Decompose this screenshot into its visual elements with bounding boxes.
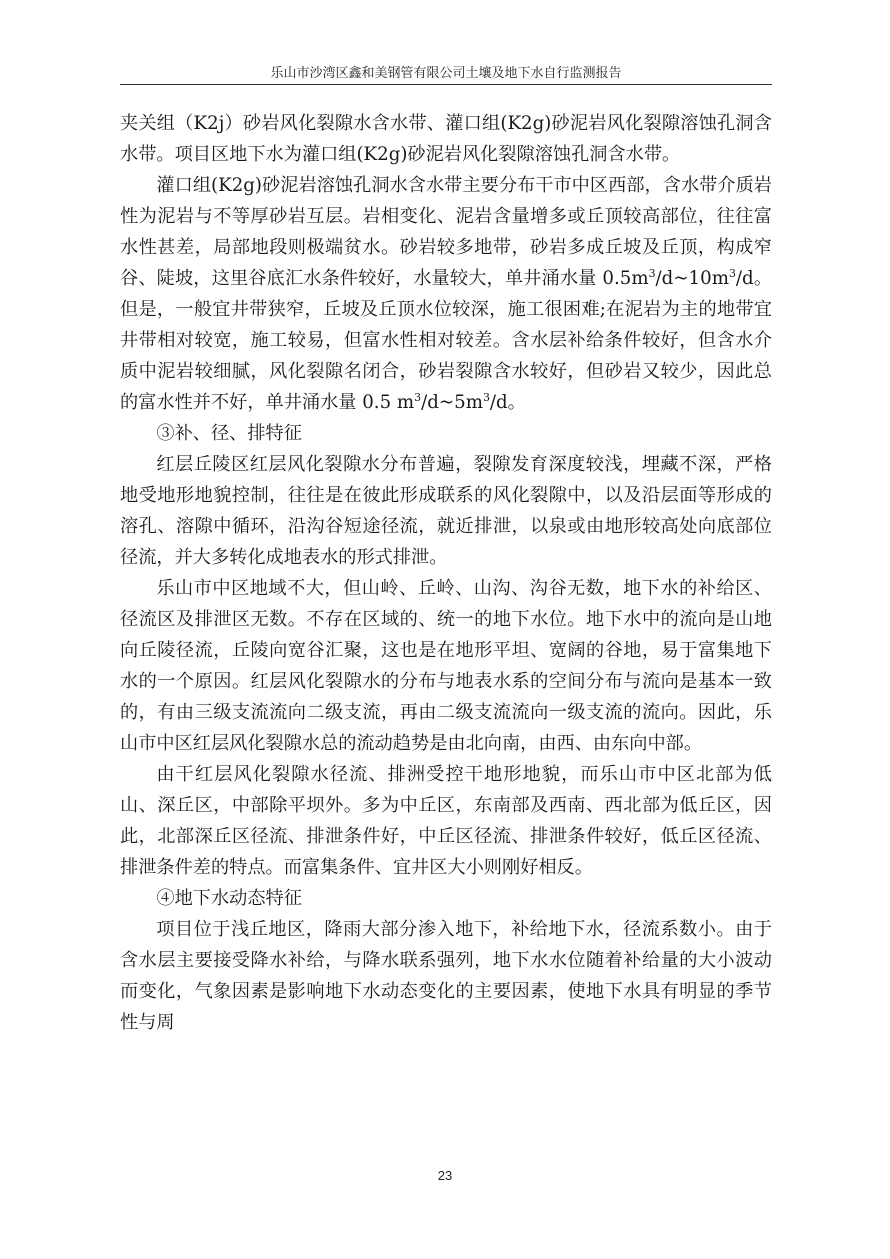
superscript: 3 <box>482 390 490 404</box>
section-heading: ④地下水动态特征 <box>156 888 302 909</box>
running-header: 乐山市沙湾区鑫和美钢管有限公司土壤及地下水自行监测报告 <box>270 66 622 81</box>
paragraph: 乐山市中区地域不大，但山岭、丘岭、山沟、沟谷无数，地下水的补给区、径流区及排泄区无数。不存在区域的、统一的地下水位。地下水中的流向是山地向丘陵径流，丘陵向宽谷汇聚，这也是在地形平坦、宽阔的谷地，易于富集地下水的一个原因。红层风化裂隙水的分布与地表水系的空间分布与流向是基本一致的，有由三级支流流向二级支流，再由二级支流流向一级支流的流向。因此，乐山市中区红层风化裂隙水总的流动趋势是由北向南，由西、由东向中部。 <box>120 578 772 754</box>
section-heading: ③补、径、排特征 <box>156 423 302 444</box>
superscript: 3 <box>414 390 422 404</box>
paragraph: 项目位于浅丘地区，降雨大部分渗入地下，补给地下水，径流系数小。由于含水层主要接受降水补给，与降水联系强列，地下水水位随着补给量的大小波动而变化，气象因素是影响地下水动态变化的主要因素，使地下水具有明显的季节性与周 <box>120 919 772 1033</box>
paragraph-text: /d。但是，一般宜井带狭窄，丘坡及丘顶水位较深，施工很困难;在泥岩为主的地带宜井带相对较宽，施工较易，但富水性相对较差。含水层补给条件较好，但含水介质中泥岩较细腻，风化裂隙名闭合，砂岩裂隙含水较好，但砂岩又较少，因此总的富水性并不好，单井涌水量 0.5 m <box>120 268 773 413</box>
paragraph-text: /d。 <box>489 392 526 413</box>
paragraph-text: /d~10m <box>655 268 729 289</box>
paragraph: 夹关组（K2j）砂岩风化裂隙水含水带、灌口组(K2g)砂泥岩风化裂隙溶蚀孔洞含水带。项目区地下水为灌口组(K2g)砂泥岩风化裂隙溶蚀孔洞含水带。 <box>120 113 772 165</box>
paragraph-text: /d~5m <box>421 392 483 413</box>
paragraph <box>120 170 772 418</box>
page-number: 23 <box>437 1168 453 1183</box>
document-body <box>120 108 772 1038</box>
superscript: 3 <box>728 266 736 280</box>
paragraph: 红层丘陵区红层风化裂隙水分布普遍，裂隙发育深度较浅，埋藏不深，严格地受地形地貌控制，往往是在彼此形成联系的风化裂隙中，以及沿层面等形成的溶孔、溶隙中循环，沿沟谷短途径流，就近排泄，以泉或由地形较高处向底部位径流，并大多转化成地表水的形式排泄。 <box>120 454 772 568</box>
paragraph-text: 灌口组(K2g)砂泥岩溶蚀孔洞水含水带主要分布干市中区西部，含水带介质岩性为泥岩与不等厚砂岩互层。岩相变化、泥岩含量增多或丘顶较高部位，往往富水性甚差，局部地段则极端贫水。砂岩较多地带，砂岩多成丘坡及丘顶，构成窄谷、陡坡，这里谷底汇水条件较好，水量较大，单井涌水量 0.5m <box>120 175 772 289</box>
superscript: 3 <box>648 266 656 280</box>
header-divider <box>120 84 772 85</box>
paragraph: 由干红层风化裂隙水径流、排洲受控干地形地貌，而乐山市中区北部为低山、深丘区，中部除平坝外。多为中丘区，东南部及西南、西北部为低丘区，因此，北部深丘区径流、排泄条件好，中丘区径流、排泄条件较好，低丘区径流、排泄条件差的特点。而富集条件、宜井区大小则刚好相反。 <box>120 764 772 878</box>
